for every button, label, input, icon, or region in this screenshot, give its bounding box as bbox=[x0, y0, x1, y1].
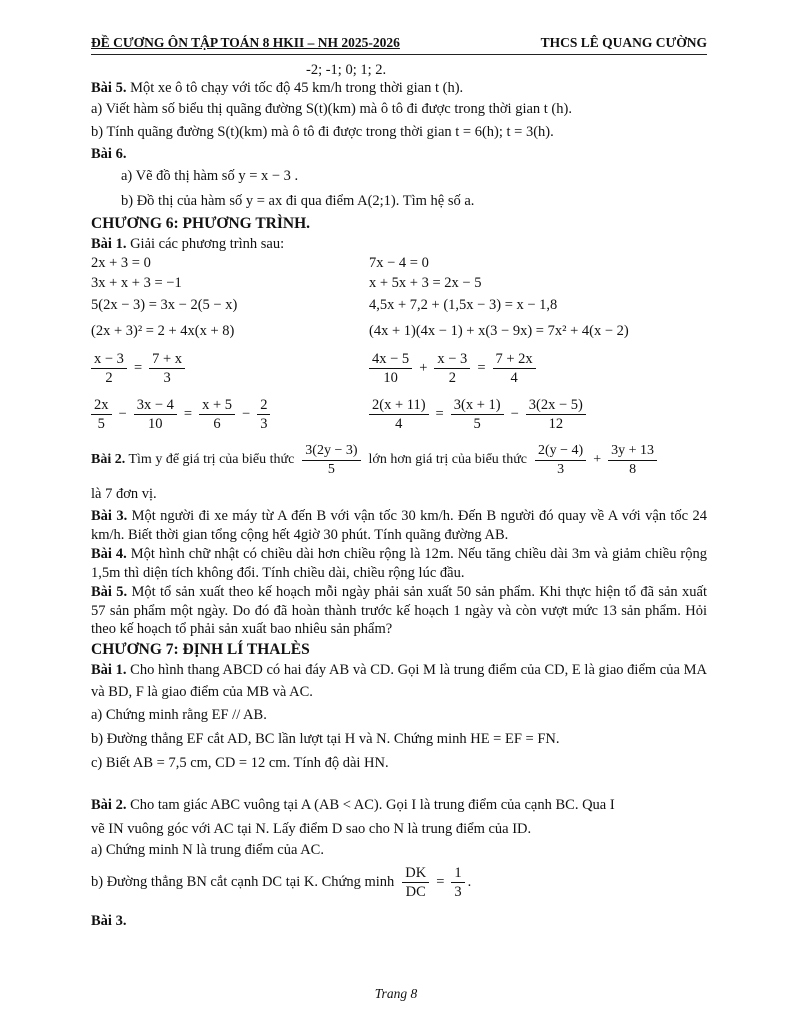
equation-row bbox=[91, 273, 707, 293]
c6-bai4-statement: Bài 4. Một hình chữ nhật có chiều dài hơn chiều rộng là 12m. Nếu tăng chiều dài 3m và giảm chiều rộng 1,5m thì diện tích không đổi. Tính chiều dài, chiều rộng lúc đầu. bbox=[91, 545, 708, 581]
fraction: $\frac{7 + 2x}{4}$ bbox=[493, 350, 536, 387]
document-page bbox=[91, 34, 707, 931]
fraction-equation-left: $\frac{x - 3}{2}$ = $\frac{7 + x}{3}$ bbox=[91, 350, 369, 387]
fraction: $\frac{3y + 13}{8}$ bbox=[608, 442, 657, 478]
equation-right: 7x − 4 = 0 bbox=[369, 255, 429, 272]
header-school: THCS LÊ QUANG CƯỜNG bbox=[540, 35, 707, 50]
values-line: -2; -1; 0; 1; 2. bbox=[306, 61, 387, 78]
equation-right: x + 5x + 3 = 2x − 5 bbox=[369, 275, 482, 292]
fraction: $\frac{3x - 4}{10}$ bbox=[134, 396, 177, 433]
equation-left: 5(2x − 3) = 3x − 2(5 − x) bbox=[91, 297, 238, 314]
bai6-part-a: a) Vẽ đồ thị hàm số y = x − 3 . bbox=[121, 167, 299, 184]
fraction-equation-right: $\frac{2(x + 11)}{4}$ = $\frac{3(x + 1)}{5}$ − $\frac{3(2x - 5)}{12}$ bbox=[369, 396, 589, 433]
chapter7-title: CHƯƠNG 7: ĐỊNH LÍ THALÈS bbox=[91, 641, 310, 659]
c7-bai1-part-b: b) Đường thẳng EF cắt AD, BC lần lượt tại H và N. Chứng minh HE = EF = FN. bbox=[91, 730, 560, 747]
header-title: ĐỀ CƯƠNG ÔN TẬP TOÁN 8 HKII – NH 2025-2026 bbox=[91, 35, 400, 50]
fraction: $\frac{DK}{DC}$ bbox=[402, 864, 429, 901]
page-number: Trang 8 bbox=[374, 986, 418, 1001]
bai5-part-a: a) Viết hàm số biểu thị quãng đường S(t)(km) mà ô tô đi được trong thời gian t (h). bbox=[91, 101, 572, 118]
equation-left: 2x + 3 = 0 bbox=[91, 255, 151, 272]
equation-right: 4,5x + 7,2 + (1,5x − 3) = x − 1,8 bbox=[369, 297, 558, 314]
bai5-statement: Bài 5. Một xe ô tô chạy với tốc độ 45 km/h trong thời gian t (h). bbox=[91, 80, 464, 97]
bai5-part-b: b) Tính quãng đường S(t)(km) mà ô tô đi được trong thời gian t = 6(h); t = 3(h). bbox=[91, 124, 554, 141]
fraction: $\frac{2}{3}$ bbox=[257, 396, 270, 433]
fraction: $\frac{3(2y - 3)}{5}$ bbox=[302, 442, 360, 478]
fraction: $\frac{x - 3}{2}$ bbox=[434, 350, 470, 387]
fraction: $\frac{2(y - 4)}{3}$ bbox=[535, 442, 586, 478]
fraction: $\frac{3(x + 1)}{5}$ bbox=[451, 396, 504, 433]
equation-left: 3x + x + 3 = −1 bbox=[91, 275, 182, 292]
c7-bai2-part-b: b) Đường thẳng BN cắt cạnh DC tại K. Chứng minh $\frac{DK}{DC}$ = $\frac{1}{3}$ . bbox=[91, 865, 472, 901]
equation-left: (2x + 3)² = 2 + 4x(x + 8) bbox=[91, 323, 235, 340]
equation-grid bbox=[91, 253, 707, 437]
fraction-equation-left: $\frac{2x}{5}$ − $\frac{3x - 4}{10}$ = $\frac{x + 5}{6}$ − $\frac{2}{3}$ bbox=[91, 396, 369, 433]
c6-bai2-tail: là 7 đơn vị. bbox=[91, 486, 157, 503]
equation-row bbox=[91, 253, 707, 273]
c7-bai2-statement-cont: vẽ IN vuông góc với AC tại N. Lấy điểm D sao cho N là trung điểm của ID. bbox=[91, 821, 532, 838]
chapter6-title: CHƯƠNG 6: PHƯƠNG TRÌNH. bbox=[91, 215, 311, 233]
c6-bai5-statement: Bài 5. Một tổ sản xuất theo kế hoạch mỗi ngày phải sản xuất 50 sản phẩm. Khi thực hiện tổ đã sản xuất 57 sản phẩm một ngày. Do đó đã hoàn thành trước kế hoạch 1 ngày và còn vượt mức 13 sản phẩm. Hỏi theo kế hoạch tổ phải sản xuất bao nhiêu sản phẩm? bbox=[91, 583, 707, 638]
c6-bai3-statement: Bài 3. Một người đi xe máy từ A đến B với vận tốc 30 km/h. Đến B người đó quay về A với vận tốc 24 km/h. Biết thời gian tổng cộng hết 4giờ 30 phút. Tính quãng đường AB. bbox=[91, 508, 708, 544]
page-header bbox=[91, 34, 707, 55]
fraction: $\frac{1}{3}$ bbox=[451, 864, 464, 901]
c6-bai2-statement: Bài 2. Tìm y để giá trị của biểu thức $\frac{3(2y - 3)}{5}$ lớn hơn giá trị của biểu thức $\frac{2(y - 4)}{3}$ + $\frac{3y + 13}{8}$ bbox=[91, 437, 707, 483]
fraction: $\frac{3(2x - 5)}{12}$ bbox=[526, 396, 586, 433]
equation-row bbox=[91, 317, 707, 345]
equation-right: (4x + 1)(4x − 1) + x(3 − 9x) = 7x² + 4(x − 2) bbox=[369, 323, 629, 340]
c7-bai2-part-a: a) Chứng minh N là trung điểm của AC. bbox=[91, 842, 324, 859]
bai6-title: Bài 6. bbox=[91, 145, 127, 162]
fraction: $\frac{x - 3}{2}$ bbox=[91, 350, 127, 387]
bai6-part-b: b) Đồ thị của hàm số y = ax đi qua điểm A(2;1). Tìm hệ số a. bbox=[121, 192, 475, 209]
c7-bai1-statement: Bài 1. Cho hình thang ABCD có hai đáy AB và CD. Gọi M là trung điểm của CD, E là giao điểm của MA và BD, F là giao điểm của MB và AC. bbox=[91, 662, 707, 701]
equation-row bbox=[91, 293, 707, 317]
fraction-equation-row bbox=[91, 391, 707, 437]
fraction-equation-row bbox=[91, 345, 707, 391]
fraction: $\frac{x + 5}{6}$ bbox=[199, 396, 235, 433]
c7-bai1-part-a: a) Chứng minh rằng EF // AB. bbox=[91, 706, 267, 723]
fraction: $\frac{7 + x}{3}$ bbox=[149, 350, 185, 387]
fraction: $\frac{2x}{5}$ bbox=[91, 396, 112, 433]
c7-bai2-statement: Bài 2. Cho tam giác ABC vuông tại A (AB < AC). Gọi I là trung điểm của cạnh BC. Qua I bbox=[91, 797, 615, 814]
fraction: $\frac{4x - 5}{10}$ bbox=[369, 350, 412, 387]
c6-bai1-statement: Bài 1. Giải các phương trình sau: bbox=[91, 235, 285, 252]
c7-bai1-part-c: c) Biết AB = 7,5 cm, CD = 12 cm. Tính độ dài HN. bbox=[91, 754, 389, 771]
fraction: $\frac{2(x + 11)}{4}$ bbox=[369, 396, 429, 433]
fraction-equation-right: $\frac{4x - 5}{10}$ + $\frac{x - 3}{2}$ = $\frac{7 + 2x}{4}$ bbox=[369, 350, 539, 387]
c7-bai3-title: Bài 3. bbox=[91, 912, 127, 929]
